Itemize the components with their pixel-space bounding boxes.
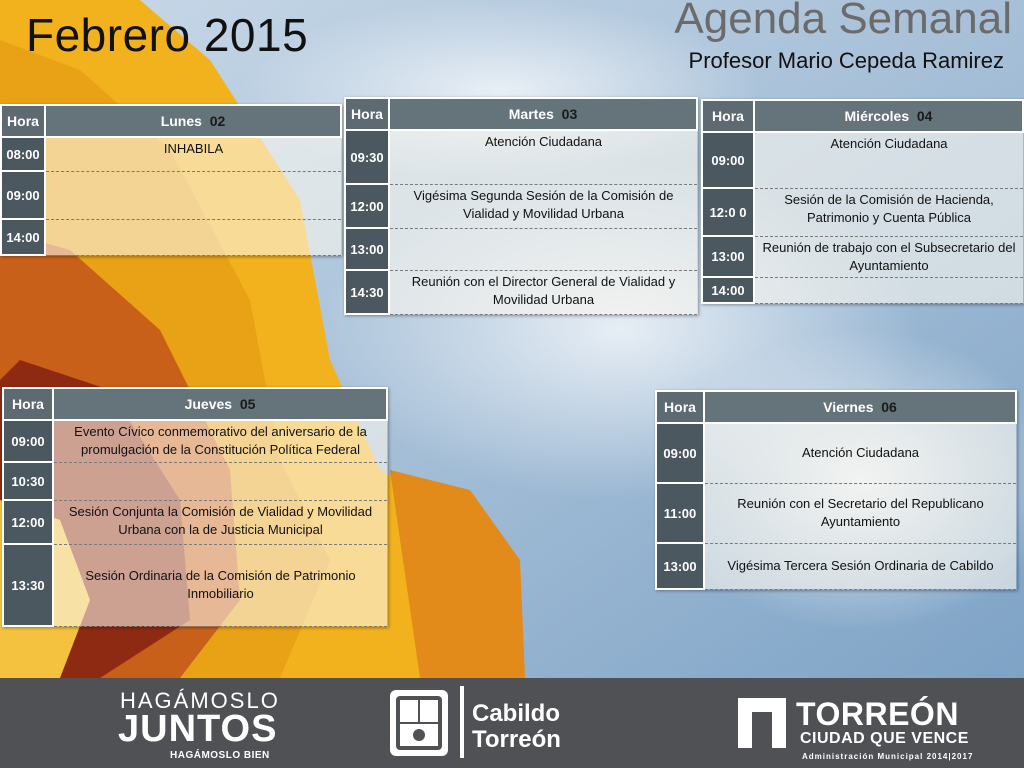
torreon-tagline: CIUDAD QUE VENCE: [800, 730, 969, 747]
torreon-name: TORREÓN: [796, 696, 959, 732]
day-table-miercoles: [701, 99, 1024, 304]
hagamoslo-tagline: HAGÁMOSLO BIEN: [170, 750, 270, 761]
time-cell: 13:00: [656, 543, 704, 589]
hora-header: Hora: [702, 100, 754, 132]
agenda-subtitle: Profesor Mario Cepeda Ramirez: [688, 48, 1004, 73]
activity-cell: INHABILA: [45, 137, 341, 171]
time-cell: 12:0 0: [702, 188, 754, 236]
activity-cell: Reunión de trabajo con el Subsecretario del Ayuntamiento: [754, 236, 1023, 277]
day-header-jueves: Jueves 05: [53, 388, 387, 420]
cabildo-line1: Cabildo: [472, 700, 560, 727]
footer-divider: [460, 686, 464, 758]
time-cell: 11:00: [656, 483, 704, 543]
municipal-coat-of-arms-icon: [388, 686, 450, 760]
activity-cell: Vigésima Segunda Sesión de la Comisión de Vialidad y Movilidad Urbana: [389, 184, 697, 228]
activity-cell: Atención Ciudadana: [389, 130, 697, 184]
activity-cell: Sesión Ordinaria de la Comisión de Patrimonio Inmobiliario: [53, 544, 387, 626]
page-title: Febrero 2015: [26, 9, 309, 61]
hagamoslo-top-text: HAGÁMOSLO: [120, 688, 280, 713]
activity-cell: [389, 228, 697, 270]
time-cell: 14:00: [1, 219, 45, 255]
activity-cell: Atención Ciudadana: [704, 423, 1016, 483]
footer-bar: [0, 678, 1024, 768]
torreon-logo-icon: [738, 698, 786, 748]
day-header-miercoles: Miércoles 04: [754, 100, 1023, 132]
day-table-viernes: [655, 390, 1017, 590]
activity-cell: Sesión de la Comisión de Hacienda, Patrimonio y Cuenta Pública: [754, 188, 1023, 236]
activity-cell: Reunión con el Director General de Vialidad y Movilidad Urbana: [389, 270, 697, 314]
hora-header: Hora: [3, 388, 53, 420]
day-header-viernes: Viernes 06: [704, 391, 1016, 423]
time-cell: 13:00: [345, 228, 389, 270]
activity-cell: [45, 219, 341, 255]
day-header-lunes: Lunes 02: [45, 105, 341, 137]
torreon-admin-text: Administración Municipal 2014|2017: [802, 752, 974, 761]
time-cell: 09:30: [345, 130, 389, 184]
agenda-title: Agenda Semanal: [674, 0, 1012, 43]
activity-cell: Reunión con el Secretario del Republicano Ayuntamiento: [704, 483, 1016, 543]
activity-cell: Atención Ciudadana: [754, 132, 1023, 188]
time-cell: 09:00: [702, 132, 754, 188]
day-header-martes: Martes 03: [389, 98, 697, 130]
time-cell: 09:00: [3, 420, 53, 462]
activity-cell: Vigésima Tercera Sesión Ordinaria de Cabildo: [704, 543, 1016, 589]
time-cell: 12:00: [3, 500, 53, 544]
hora-header: Hora: [1, 105, 45, 137]
time-cell: 08:00: [1, 137, 45, 171]
time-cell: 12:00: [345, 184, 389, 228]
activity-cell: [45, 171, 341, 219]
time-cell: 09:00: [1, 171, 45, 219]
activity-cell: [754, 277, 1023, 303]
activity-cell: [53, 462, 387, 500]
hagamoslo-main-text: JUNTOS: [118, 708, 278, 750]
hora-header: Hora: [345, 98, 389, 130]
hora-header: Hora: [656, 391, 704, 423]
day-table-martes: [344, 97, 698, 315]
time-cell: 13:30: [3, 544, 53, 626]
time-cell: 14:30: [345, 270, 389, 314]
time-cell: 10:30: [3, 462, 53, 500]
day-table-lunes: [0, 104, 342, 256]
activity-cell: Sesión Conjunta la Comisión de Vialidad y Movilidad Urbana con la de Justicia Municipal: [53, 500, 387, 544]
cabildo-line2: Torreón: [472, 726, 561, 753]
day-table-jueves: [2, 387, 388, 627]
time-cell: 13:00: [702, 236, 754, 277]
activity-cell: Evento Cívico conmemorativo del aniversario de la promulgación de la Constitución Política Federal: [53, 420, 387, 462]
time-cell: 09:00: [656, 423, 704, 483]
time-cell: 14:00: [702, 277, 754, 303]
